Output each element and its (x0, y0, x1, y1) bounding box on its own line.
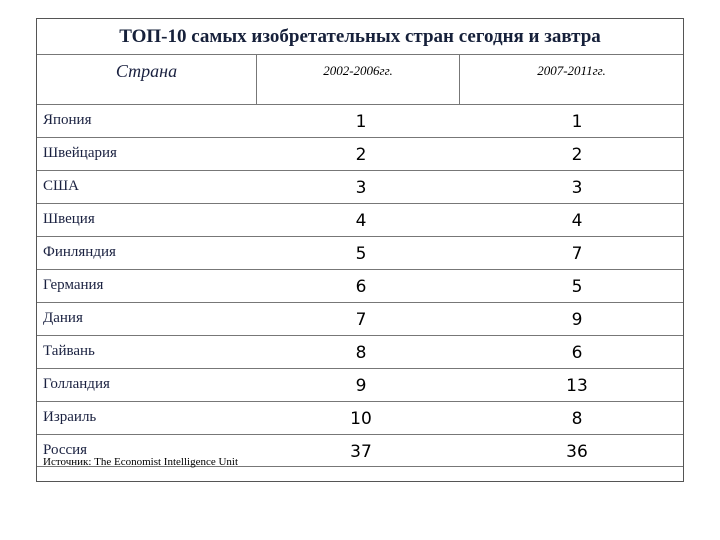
country-cell: США (43, 178, 79, 194)
header-period-2002-2006: 2002-2006гг. (257, 54, 460, 104)
table-row (37, 269, 683, 302)
table-row (37, 203, 683, 236)
rank-2007-2011-cell: 8 (571, 409, 583, 429)
rank-2002-2006-cell: 9 (355, 376, 367, 396)
rank-2007-2011-cell: 36 (566, 442, 588, 462)
rank-2002-2006-cell: 2 (355, 145, 367, 165)
country-cell: Израиль (43, 409, 97, 425)
rank-2007-2011-cell: 5 (571, 277, 583, 297)
header-period-2007-2011: 2007-2011гг. (537, 63, 606, 78)
header-country: Страна (37, 54, 257, 104)
country-cell: Швеция (43, 211, 95, 227)
rank-2007-2011-cell: 7 (571, 244, 583, 264)
table-row (37, 236, 683, 269)
rank-2007-2011-cell: 2 (571, 145, 583, 165)
rank-2007-2011-cell: 6 (571, 343, 583, 363)
country-cell: Финляндия (43, 244, 116, 260)
rank-2002-2006-cell: 10 (350, 409, 372, 429)
table-body (37, 104, 683, 467)
table-row (37, 137, 683, 170)
table-row (37, 170, 683, 203)
table-title: ТОП-10 самых изобретательных стран сегодня и завтра (37, 19, 683, 55)
country-cell: Дания (43, 310, 83, 326)
country-cell: Швейцария (43, 145, 117, 161)
rank-2002-2006-cell: 37 (350, 442, 372, 462)
country-cell: Германия (43, 277, 104, 293)
rank-2002-2006-cell: 5 (355, 244, 367, 264)
country-cell: Япония (43, 112, 92, 128)
ranking-table-frame (36, 18, 684, 482)
rank-2007-2011-cell: 1 (571, 112, 583, 132)
rank-2007-2011-cell: 3 (571, 178, 583, 198)
rank-2007-2011-cell: 4 (571, 211, 583, 231)
country-cell: Голландия (43, 376, 110, 392)
table-row (37, 368, 683, 401)
rank-2002-2006-cell: 3 (355, 178, 367, 198)
rank-2002-2006-cell: 8 (355, 343, 367, 363)
table-row (37, 302, 683, 335)
table-row (37, 104, 683, 137)
source-note: Источник: The Economist Intelligence Unit (43, 456, 239, 468)
country-cell: Тайвань (43, 343, 95, 359)
rank-2007-2011-cell: 13 (566, 376, 588, 396)
table-row (37, 401, 683, 434)
rank-2002-2006-cell: 4 (355, 211, 367, 231)
header-row (37, 54, 683, 104)
table-row (37, 335, 683, 368)
rank-2002-2006-cell: 7 (355, 310, 367, 330)
rank-2002-2006-cell: 1 (355, 112, 367, 132)
rank-2007-2011-cell: 9 (571, 310, 583, 330)
rank-2002-2006-cell: 6 (355, 277, 367, 297)
country-cell: Россия (43, 442, 88, 458)
